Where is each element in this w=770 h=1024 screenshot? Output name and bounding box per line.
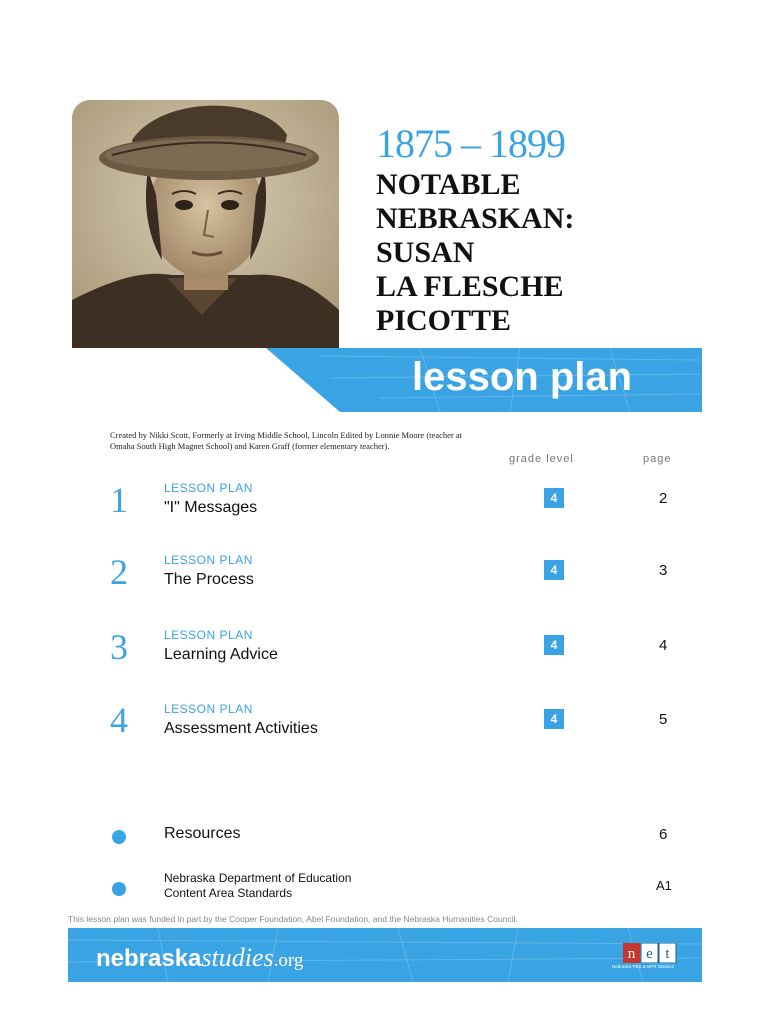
lesson-title[interactable]: The Process	[164, 571, 254, 588]
lesson-number: 2	[110, 552, 128, 592]
grade-badge: 4	[544, 635, 564, 655]
grade-level-header: grade level	[509, 453, 574, 465]
svg-text:e: e	[646, 946, 653, 962]
portrait-photo	[72, 100, 339, 348]
years-heading: 1875 – 1899	[376, 121, 565, 166]
page-header: page	[643, 453, 672, 465]
lesson-kicker: LESSON PLAN	[164, 553, 253, 567]
lesson-title[interactable]: Learning Advice	[164, 646, 278, 663]
lesson-number: 4	[110, 700, 128, 740]
standards-link[interactable]	[164, 871, 351, 901]
page-number: 5	[659, 711, 668, 728]
bullet-dot	[112, 830, 126, 844]
banner-label: lesson plan	[412, 355, 633, 399]
nebraska-studies-logo[interactable]	[96, 940, 303, 980]
lesson-title[interactable]: "I" Messages	[164, 499, 258, 516]
net-logo-icon	[623, 943, 677, 963]
lesson-number: 3	[110, 627, 128, 667]
logo-part: .org	[273, 950, 304, 971]
banner-shape	[0, 348, 770, 412]
grade-badge: 4	[544, 488, 564, 508]
lesson-kicker: LESSON PLAN	[164, 702, 253, 716]
resources-link[interactable]: Resources	[164, 825, 241, 842]
title-line: NOTABLE	[376, 168, 521, 201]
grade-badge: 4	[544, 709, 564, 729]
grade-badge: 4	[544, 560, 564, 580]
title-line: LA FLESCHE	[376, 270, 564, 303]
title-line: NEBRASKAN:	[376, 202, 575, 235]
logo-part: nebraska	[96, 945, 202, 972]
bullet-dot	[112, 882, 126, 896]
logo-part: studies	[201, 943, 274, 972]
title-line: SUSAN	[376, 236, 475, 269]
funding-note: This lesson plan was funded in part by the Cooper Foundation, Abel Foundation, and the Nebraska Humanities Council.	[68, 914, 518, 924]
svg-text:n: n	[627, 946, 636, 962]
lesson-kicker: LESSON PLAN	[164, 628, 253, 642]
svg-text:t: t	[665, 946, 670, 962]
net-tagline: Nebraska PBS & NPR Stations	[612, 964, 675, 969]
page-number: 3	[659, 562, 668, 579]
page-number: A1	[656, 878, 672, 893]
standards-line: Nebraska Department of Education	[164, 871, 352, 885]
page-number: 2	[659, 490, 668, 507]
lesson-kicker: LESSON PLAN	[164, 481, 253, 495]
page-number: 4	[659, 637, 668, 654]
lesson-number: 1	[110, 480, 128, 520]
standards-line: Content Area Standards	[164, 886, 293, 900]
credits-text: Created by Nikki Scott, Formerly at Irving Middle School, Lincoln Edited by Lonnie Moore (teacher at Omaha South High Magnet School) and Karen Graff (former elementary teacher).	[110, 430, 462, 451]
title-line: PICOTTE	[376, 304, 512, 337]
page-number: 6	[659, 826, 668, 843]
lesson-title[interactable]: Assessment Activities	[164, 720, 318, 737]
page-title	[376, 168, 676, 338]
